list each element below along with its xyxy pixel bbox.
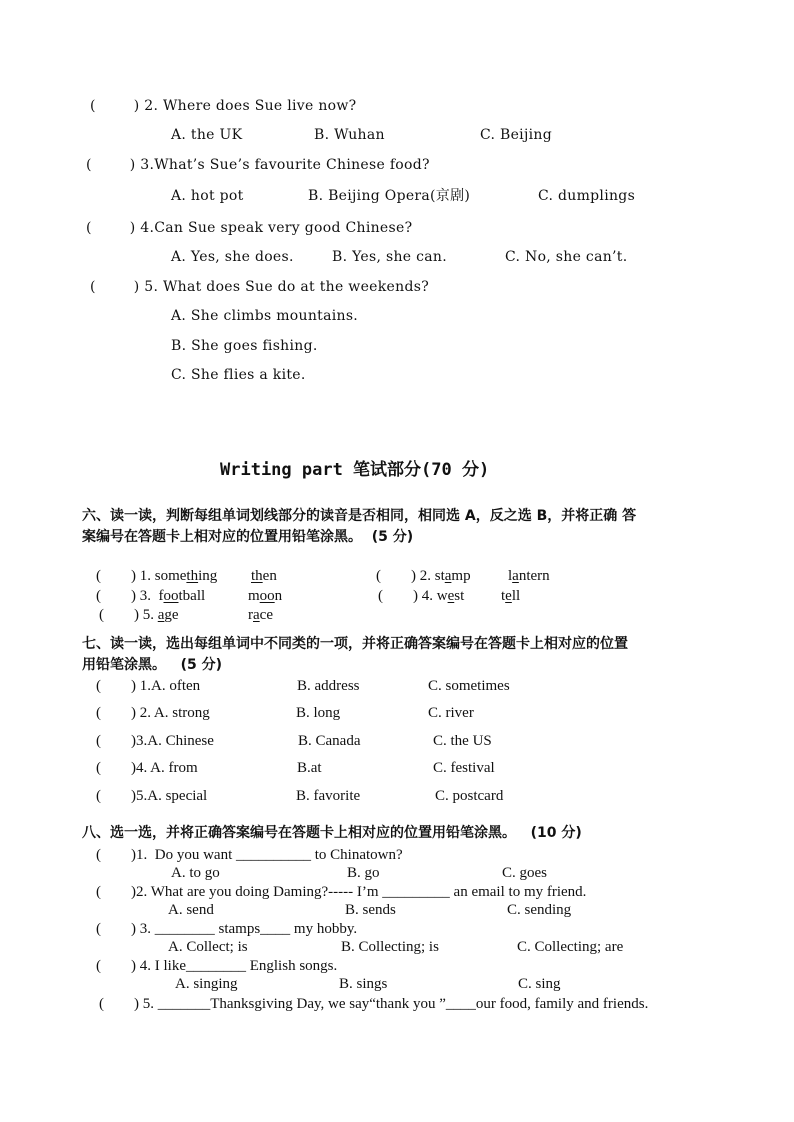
question-5-option-c: C. She flies a kite. (171, 367, 306, 383)
section-6-instruction-line-2: 案编号在答题卡上相对应的位置用铅笔涂黑。 (5 分) (82, 529, 414, 545)
s7-row-4-option-c: C. festival (433, 760, 495, 776)
s8-question-4-option-b: B. sings (339, 976, 388, 992)
question-2-stem: ( ) 2. Where does Sue live now? (90, 98, 357, 114)
s6-item-2-word-1: ( ) 2. stamp (376, 568, 471, 584)
question-2-option-a: A. the UK (171, 127, 243, 143)
s7-row-1-option-b: B. address (297, 678, 360, 694)
question-2-option-c: C. Beijing (480, 127, 552, 143)
s7-row-3-option-b: B. Canada (298, 733, 361, 749)
section-7-instruction-line-1: 七、读一读，选出每组单词中不同类的一项，并将正确答案编号在答题卡上相对应的位置 (82, 636, 628, 652)
s8-question-2-option-a: A. send (168, 902, 214, 918)
question-5-option-a: A. She climbs mountains. (171, 308, 359, 324)
s7-row-1-question: ( ) 1.A. often (96, 678, 201, 694)
section-7-instruction-line-2: 用铅笔涂黑。 (5 分) (82, 657, 223, 673)
s7-row-4-option-b: B.at (297, 760, 322, 776)
s8-question-3-stem: ( ) 3. ________ stamps____ my hobby. (96, 921, 358, 937)
section-6-instruction-line-1: 六、读一读，判断每组单词划线部分的读音是否相同，相同选 A，反之选 B，并将正确 答 (82, 508, 637, 524)
s8-question-1-option-c: C. goes (502, 865, 547, 881)
s7-row-2-option-c: C. river (428, 705, 474, 721)
question-3-option-a: A. hot pot (171, 188, 244, 204)
question-4-option-a: A. Yes, she does. (171, 249, 294, 265)
question-3-stem: ( ) 3.What’s Sue’s favourite Chinese food? (86, 157, 430, 173)
s6-item-2-word-2: lantern (508, 568, 550, 584)
s6-item-5-word-1: ( ) 5. age (99, 607, 179, 623)
question-4-option-b: B. Yes, she can. (332, 249, 447, 265)
s8-question-3-option-c: C. Collecting; are (517, 939, 624, 955)
s6-item-4-word-2: tell (501, 588, 521, 604)
s8-question-3-option-a: A. Collect; is (168, 939, 248, 955)
s7-row-2-option-b: B. long (296, 705, 341, 721)
s8-question-4-stem: ( ) 4. I like________ English songs. (96, 958, 338, 974)
s7-row-5-option-b: B. favorite (296, 788, 361, 804)
s8-question-2-option-b: B. sends (345, 902, 396, 918)
s8-question-1-stem: ( )1. Do you want __________ to Chinatown? (96, 847, 403, 863)
s7-row-4-question: ( )4. A. from (96, 760, 198, 776)
s7-row-3-option-c: C. the US (433, 733, 492, 749)
s6-item-3-word-1: ( ) 3. football (96, 588, 206, 604)
s8-question-5-stem: ( ) 5. _______Thanksgiving Day, we say“thank you ”____our food, family and friends. (99, 996, 649, 1012)
s6-item-1-word-1: ( ) 1. something (96, 568, 218, 584)
s8-question-4-option-c: C. sing (518, 976, 561, 992)
s6-item-4-word-1: ( ) 4. west (378, 588, 465, 604)
question-4-stem: ( ) 4.Can Sue speak very good Chinese? (86, 220, 413, 236)
s8-question-3-option-b: B. Collecting; is (341, 939, 439, 955)
question-3-option-b: B. Beijing Opera(京剧) (308, 188, 471, 204)
s7-row-5-question: ( )5.A. special (96, 788, 208, 804)
s7-row-3-question: ( )3.A. Chinese (96, 733, 214, 749)
question-5-option-b: B. She goes fishing. (171, 338, 318, 354)
s7-row-1-option-c: C. sometimes (428, 678, 510, 694)
s8-question-1-option-b: B. go (347, 865, 380, 881)
s7-row-2-question: ( ) 2. A. strong (96, 705, 210, 721)
s6-item-3-word-2: moon (248, 588, 283, 604)
question-3-option-c: C. dumplings (538, 188, 636, 204)
s8-question-2-stem: ( )2. What are you doing Daming?----- I’m _________ an email to my friend. (96, 884, 587, 900)
question-4-option-c: C. No, she can’t. (505, 249, 628, 265)
writing-part-title: Writing part 笔试部分(70 分) (220, 460, 490, 480)
s8-question-2-option-c: C. sending (507, 902, 572, 918)
s6-item-1-word-2: then (251, 568, 277, 584)
s8-question-1-option-a: A. to go (171, 865, 220, 881)
s6-item-5-word-2: race (248, 607, 273, 623)
s8-question-4-option-a: A. singing (175, 976, 238, 992)
question-2-option-b: B. Wuhan (314, 127, 385, 143)
question-5-stem: ( ) 5. What does Sue do at the weekends? (90, 279, 429, 295)
s7-row-5-option-c: C. postcard (435, 788, 504, 804)
section-8-instruction: 八、选一选，并将正确答案编号在答题卡上相对应的位置用铅笔涂黑。 (10 分) (82, 825, 582, 841)
